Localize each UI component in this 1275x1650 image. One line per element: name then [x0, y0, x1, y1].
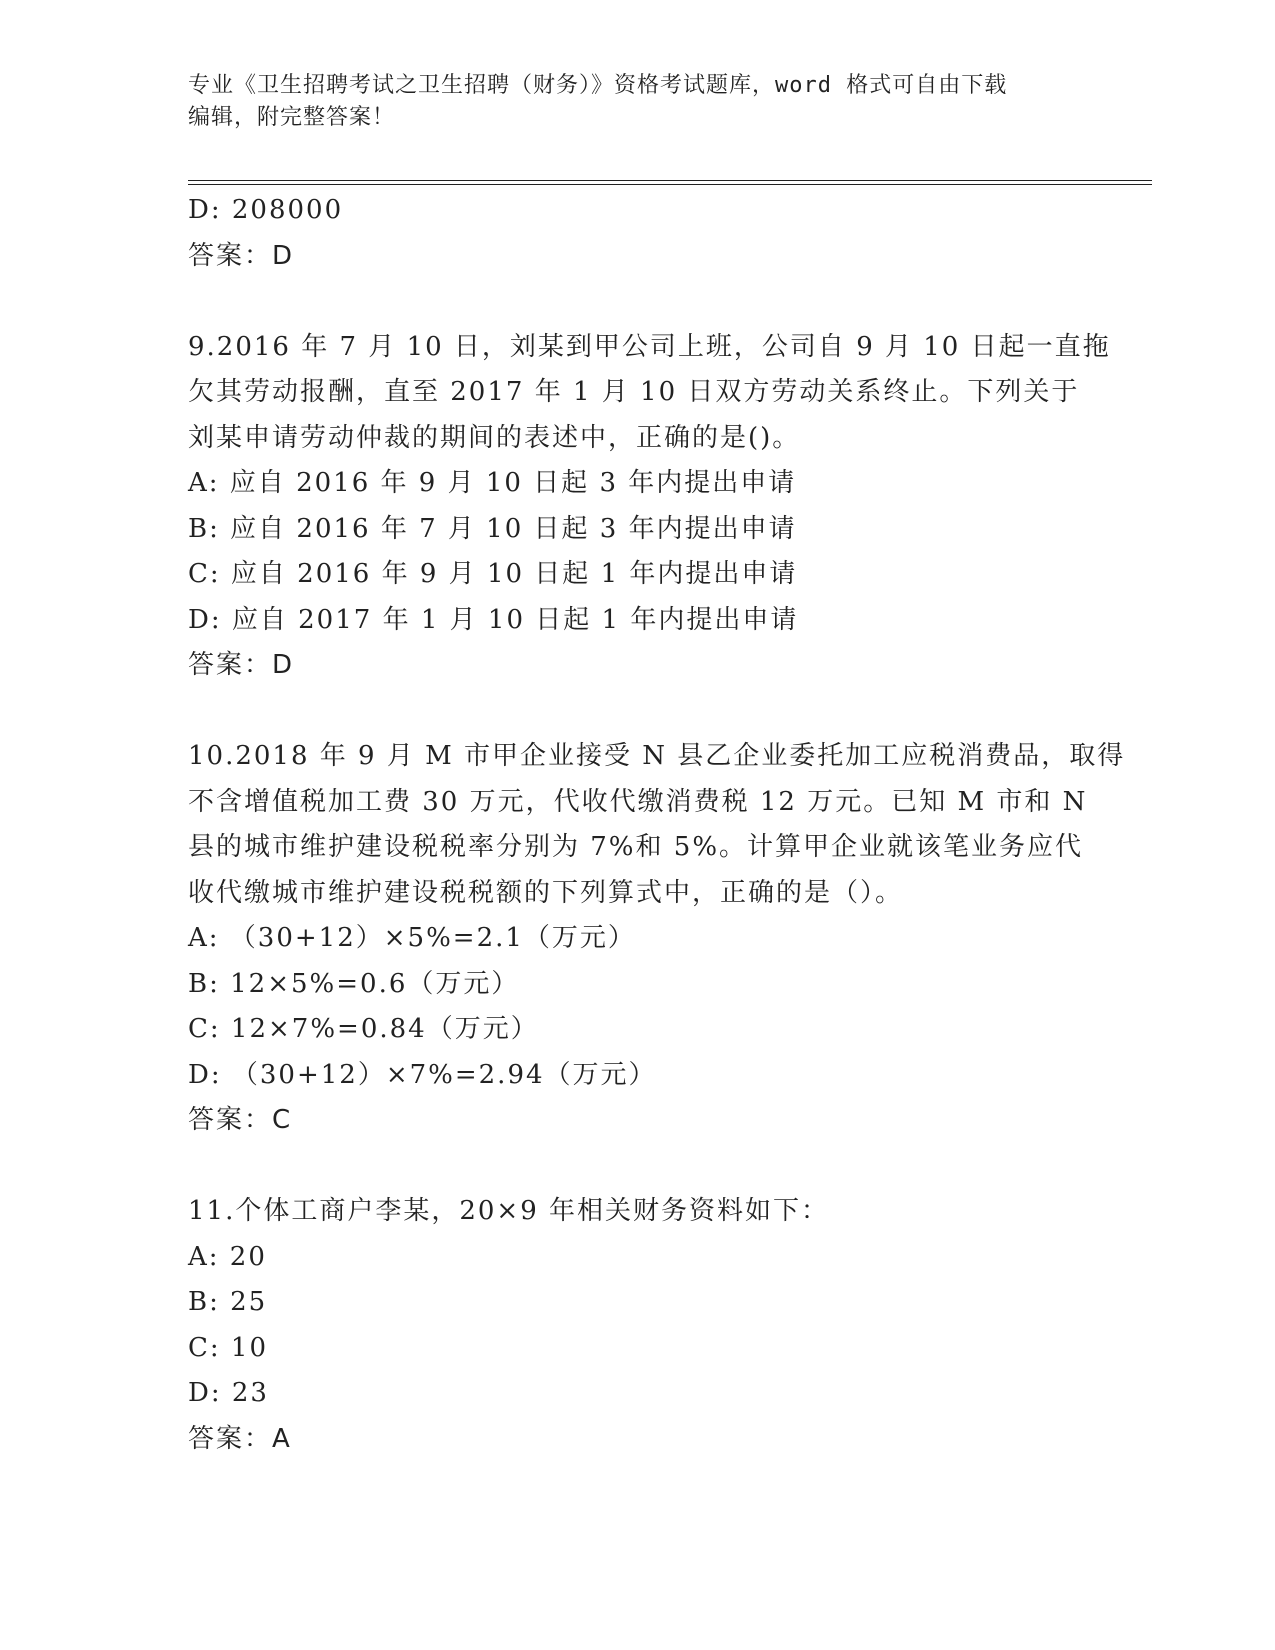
q9-stem-line: 9.2016 年 7 月 10 日，刘某到甲公司上班，公司自 9 月 10 日起一直拖	[188, 331, 1111, 362]
header-rule-top	[188, 180, 1152, 181]
q11-option-c: C: 10	[188, 1332, 269, 1363]
q10-option-d: D: （30+12）×7%=2.94（万元）	[188, 1059, 657, 1090]
question-9	[188, 325, 1111, 689]
q11-answer: 答案：A	[188, 1423, 292, 1454]
q10-option-a: A: （30+12）×5%=2.1（万元）	[188, 923, 636, 953]
header-line-1: 专业《卫生招聘考试之卫生招聘（财务）》资格考试题库，word 格式可自由下载	[188, 73, 1008, 98]
q10-option-c: C: 12×7%=0.84（万元）	[188, 1014, 539, 1044]
q10-stem-line: 10.2018 年 9 月 M 市甲企业接受 N 县乙企业委托加工应税消费品，取得	[188, 741, 1126, 771]
q9-option-d: D: 应自 2017 年 1 月 10 日起 1 年内提出申请	[188, 604, 799, 635]
q11-option-a: A: 20	[188, 1241, 267, 1272]
q9-option-b: B: 应自 2016 年 7 月 10 日起 3 年内提出申请	[188, 513, 797, 544]
q11-option-d: D: 23	[188, 1378, 269, 1408]
q10-option-b: B: 12×5%=0.6（万元）	[188, 968, 520, 999]
q11-option-b: B: 25	[188, 1287, 268, 1317]
q10-stem-line: 县的城市维护建设税税率分别为 7%和 5%。计算甲企业就该笔业务应代	[188, 832, 1084, 862]
prev-option-d: D: 208000	[188, 195, 344, 225]
q9-option-c: C: 应自 2016 年 9 月 10 日起 1 年内提出申请	[188, 559, 798, 589]
q10-answer: 答案：C	[188, 1105, 293, 1135]
question-10	[188, 734, 1126, 1144]
q10-stem-line: 不含增值税加工费 30 万元，代收代缴消费税 12 万元。已知 M 市和 N	[188, 786, 1088, 817]
q9-answer: 答案：D	[188, 650, 295, 680]
q9-option-a: A: 应自 2016 年 9 月 10 日起 3 年内提出申请	[188, 468, 797, 498]
header-line-2: 编辑，附完整答案！	[188, 105, 396, 130]
q9-stem-line: 欠其劳动报酬，直至 2017 年 1 月 10 日双方劳动关系终止。下列关于	[188, 377, 1080, 407]
q10-stem-line: 收代缴城市维护建设税税额的下列算式中，正确的是（）。	[188, 877, 904, 908]
q9-stem-line: 刘某申请劳动仲裁的期间的表述中，正确的是()。	[188, 422, 801, 453]
document-body	[188, 188, 1126, 1462]
header-rule-bottom	[188, 184, 1152, 185]
q11-stem-line: 11.个体工商户李某，20×9 年相关财务资料如下：	[188, 1196, 830, 1226]
document-header	[188, 70, 1088, 134]
prev-answer: 答案：D	[188, 240, 295, 271]
question-11	[188, 1189, 1088, 1462]
